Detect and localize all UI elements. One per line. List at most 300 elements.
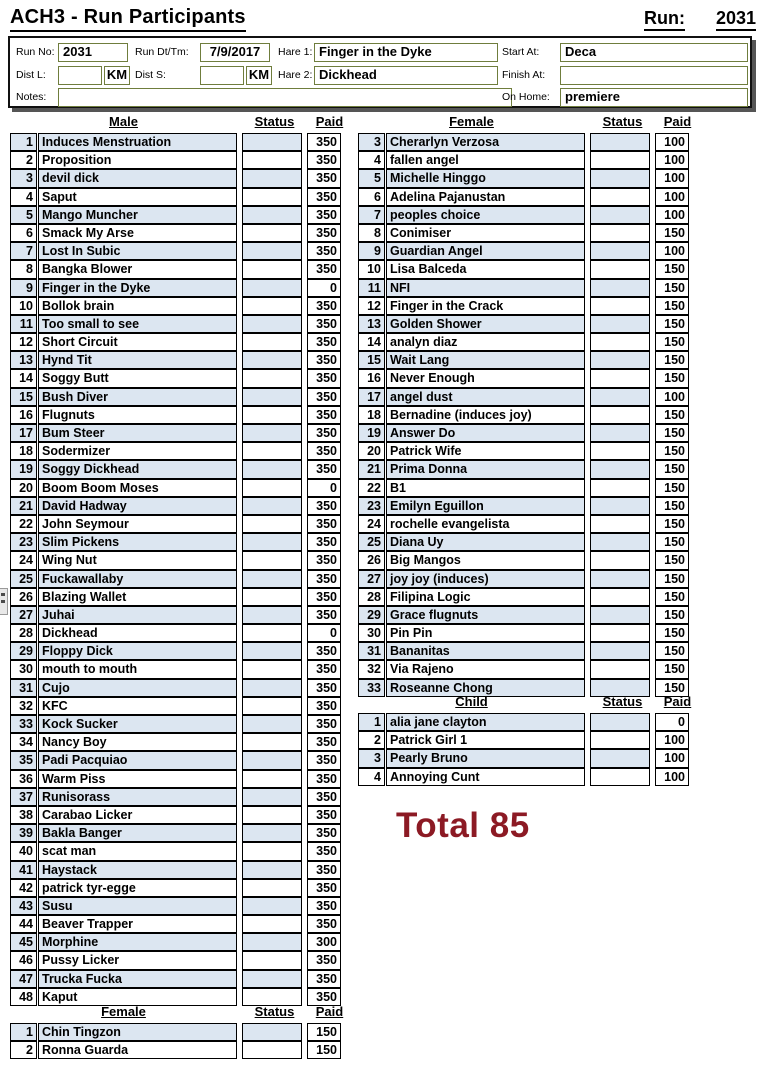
status-cell[interactable] [590,497,650,515]
row-number-cell[interactable]: 29 [358,606,385,624]
row-number-cell[interactable]: 31 [10,679,37,697]
row-number-cell[interactable]: 2 [10,151,37,169]
participant-name-cell[interactable]: John Seymour [38,515,237,533]
participant-name-cell[interactable]: Ronna Guarda [38,1041,237,1059]
participant-name-cell[interactable]: David Hadway [38,497,237,515]
status-cell[interactable] [590,642,650,660]
paid-amount-cell[interactable]: 350 [307,679,341,697]
status-cell[interactable] [242,333,302,351]
row-number-cell[interactable]: 13 [10,351,37,369]
paid-amount-cell[interactable]: 150 [655,442,689,460]
row-number-cell[interactable]: 1 [10,133,37,151]
status-cell[interactable] [242,442,302,460]
participant-name-cell[interactable]: Guardian Angel [386,242,585,260]
status-cell[interactable] [242,242,302,260]
row-number-cell[interactable]: 21 [358,460,385,478]
row-number-cell[interactable]: 48 [10,988,37,1006]
participant-name-cell[interactable]: angel dust [386,388,585,406]
paid-amount-cell[interactable]: 0 [307,279,341,297]
row-number-cell[interactable]: 8 [10,260,37,278]
paid-amount-cell[interactable]: 100 [655,242,689,260]
paid-amount-cell[interactable]: 350 [307,715,341,733]
participant-name-cell[interactable]: B1 [386,479,585,497]
start-at-field[interactable]: Deca [560,43,748,62]
paid-amount-cell[interactable]: 350 [307,915,341,933]
participant-name-cell[interactable]: Induces Menstruation [38,133,237,151]
row-number-cell[interactable]: 31 [358,642,385,660]
paid-amount-cell[interactable]: 100 [655,768,689,786]
participant-name-cell[interactable]: Bum Steer [38,424,237,442]
row-number-cell[interactable]: 13 [358,315,385,333]
paid-amount-cell[interactable]: 0 [307,479,341,497]
paid-amount-cell[interactable]: 150 [655,660,689,678]
row-number-cell[interactable]: 22 [358,479,385,497]
participant-name-cell[interactable]: joy joy (induces) [386,570,585,588]
participant-name-cell[interactable]: Warm Piss [38,770,237,788]
status-cell[interactable] [242,515,302,533]
status-cell[interactable] [590,169,650,187]
participant-name-cell[interactable]: mouth to mouth [38,660,237,678]
row-number-cell[interactable]: 5 [10,206,37,224]
row-number-cell[interactable]: 5 [358,169,385,187]
row-number-cell[interactable]: 37 [10,788,37,806]
participant-name-cell[interactable]: Boom Boom Moses [38,479,237,497]
row-number-cell[interactable]: 30 [358,624,385,642]
participant-name-cell[interactable]: Michelle Hinggo [386,169,585,187]
paid-amount-cell[interactable]: 350 [307,169,341,187]
paid-amount-cell[interactable]: 350 [307,824,341,842]
participant-name-cell[interactable]: KFC [38,697,237,715]
participant-name-cell[interactable]: Lisa Balceda [386,260,585,278]
participant-name-cell[interactable]: Adelina Pajanustan [386,188,585,206]
row-number-cell[interactable]: 11 [358,279,385,297]
participant-name-cell[interactable]: NFI [386,279,585,297]
hare1-field[interactable]: Finger in the Dyke [314,43,498,62]
row-number-cell[interactable]: 41 [10,861,37,879]
status-cell[interactable] [590,588,650,606]
paid-amount-cell[interactable]: 150 [655,588,689,606]
paid-amount-cell[interactable]: 100 [655,188,689,206]
status-cell[interactable] [242,697,302,715]
row-number-cell[interactable]: 16 [358,369,385,387]
participant-name-cell[interactable]: Conimiser [386,224,585,242]
row-number-cell[interactable]: 12 [10,333,37,351]
paid-amount-cell[interactable]: 150 [655,624,689,642]
row-number-cell[interactable]: 18 [358,406,385,424]
status-cell[interactable] [590,515,650,533]
status-cell[interactable] [242,842,302,860]
status-cell[interactable] [242,733,302,751]
status-cell[interactable] [242,642,302,660]
participant-name-cell[interactable]: Finger in the Crack [386,297,585,315]
participant-name-cell[interactable]: Carabao Licker [38,806,237,824]
participant-name-cell[interactable]: Finger in the Dyke [38,279,237,297]
paid-amount-cell[interactable]: 350 [307,879,341,897]
paid-amount-cell[interactable]: 350 [307,842,341,860]
row-number-cell[interactable]: 33 [10,715,37,733]
status-cell[interactable] [242,351,302,369]
participant-name-cell[interactable]: Bakla Banger [38,824,237,842]
paid-amount-cell[interactable]: 350 [307,442,341,460]
participant-name-cell[interactable]: Bananitas [386,642,585,660]
row-number-cell[interactable]: 15 [358,351,385,369]
row-number-cell[interactable]: 8 [358,224,385,242]
notes-field[interactable] [58,88,512,107]
status-cell[interactable] [242,497,302,515]
participant-name-cell[interactable]: Smack My Arse [38,224,237,242]
participant-name-cell[interactable]: Emilyn Eguillon [386,497,585,515]
participant-name-cell[interactable]: Patrick Wife [386,442,585,460]
row-number-cell[interactable]: 17 [10,424,37,442]
paid-amount-cell[interactable]: 350 [307,497,341,515]
status-cell[interactable] [242,460,302,478]
paid-amount-cell[interactable]: 150 [655,279,689,297]
paid-amount-cell[interactable]: 300 [307,933,341,951]
row-number-cell[interactable]: 22 [10,515,37,533]
status-cell[interactable] [590,424,650,442]
row-number-cell[interactable]: 36 [10,770,37,788]
status-cell[interactable] [590,224,650,242]
paid-amount-cell[interactable]: 350 [307,224,341,242]
paid-amount-cell[interactable]: 100 [655,749,689,767]
row-number-cell[interactable]: 14 [358,333,385,351]
paid-amount-cell[interactable]: 150 [655,497,689,515]
status-cell[interactable] [590,260,650,278]
participant-name-cell[interactable]: patrick tyr-egge [38,879,237,897]
row-number-cell[interactable]: 2 [358,731,385,749]
participant-name-cell[interactable]: Floppy Dick [38,642,237,660]
status-cell[interactable] [590,533,650,551]
paid-amount-cell[interactable]: 100 [655,388,689,406]
participant-name-cell[interactable]: Saput [38,188,237,206]
paid-amount-cell[interactable]: 350 [307,133,341,151]
paid-amount-cell[interactable]: 350 [307,642,341,660]
status-cell[interactable] [242,624,302,642]
participant-name-cell[interactable]: Flugnuts [38,406,237,424]
paid-amount-cell[interactable]: 150 [307,1023,341,1041]
paid-amount-cell[interactable]: 350 [307,406,341,424]
paid-amount-cell[interactable]: 0 [307,624,341,642]
row-number-cell[interactable]: 4 [10,188,37,206]
status-cell[interactable] [242,169,302,187]
participant-name-cell[interactable]: Haystack [38,861,237,879]
participant-name-cell[interactable]: Nancy Boy [38,733,237,751]
status-cell[interactable] [590,279,650,297]
paid-amount-cell[interactable]: 350 [307,660,341,678]
participant-name-cell[interactable]: Beaver Trapper [38,915,237,933]
status-cell[interactable] [242,970,302,988]
row-number-cell[interactable]: 4 [358,151,385,169]
row-number-cell[interactable]: 17 [358,388,385,406]
finish-at-field[interactable] [560,66,748,85]
paid-amount-cell[interactable]: 150 [655,515,689,533]
participant-name-cell[interactable]: Bollok brain [38,297,237,315]
hare2-field[interactable]: Dickhead [314,66,498,85]
paid-amount-cell[interactable]: 350 [307,897,341,915]
participant-name-cell[interactable]: Sodermizer [38,442,237,460]
participant-name-cell[interactable]: Trucka Fucka [38,970,237,988]
row-number-cell[interactable]: 44 [10,915,37,933]
status-cell[interactable] [590,315,650,333]
row-number-cell[interactable]: 29 [10,642,37,660]
row-number-cell[interactable]: 47 [10,970,37,988]
row-number-cell[interactable]: 14 [10,369,37,387]
row-number-cell[interactable]: 26 [10,588,37,606]
participant-name-cell[interactable]: Susu [38,897,237,915]
row-number-cell[interactable]: 7 [358,206,385,224]
paid-amount-cell[interactable]: 150 [655,315,689,333]
dist-l-field[interactable] [58,66,102,85]
status-cell[interactable] [242,824,302,842]
status-cell[interactable] [242,806,302,824]
paid-amount-cell[interactable]: 150 [655,224,689,242]
run-dt-field[interactable]: 7/9/2017 [200,43,270,62]
row-number-cell[interactable]: 30 [10,660,37,678]
paid-amount-cell[interactable]: 350 [307,733,341,751]
status-cell[interactable] [242,388,302,406]
row-number-cell[interactable]: 6 [10,224,37,242]
paid-amount-cell[interactable]: 150 [655,424,689,442]
participant-name-cell[interactable]: Hynd Tit [38,351,237,369]
participant-name-cell[interactable]: Cujo [38,679,237,697]
row-number-cell[interactable]: 9 [10,279,37,297]
participant-name-cell[interactable]: Roseanne Chong [386,679,585,697]
status-cell[interactable] [590,479,650,497]
paid-amount-cell[interactable]: 350 [307,697,341,715]
status-cell[interactable] [242,260,302,278]
participant-name-cell[interactable]: Blazing Wallet [38,588,237,606]
row-number-cell[interactable]: 1 [358,713,385,731]
status-cell[interactable] [590,660,650,678]
row-number-cell[interactable]: 1 [10,1023,37,1041]
row-number-cell[interactable]: 6 [358,188,385,206]
status-cell[interactable] [590,606,650,624]
status-cell[interactable] [590,369,650,387]
paid-amount-cell[interactable]: 350 [307,424,341,442]
paid-amount-cell[interactable]: 150 [655,460,689,478]
paid-amount-cell[interactable]: 150 [655,533,689,551]
row-number-cell[interactable]: 40 [10,842,37,860]
status-cell[interactable] [242,206,302,224]
status-cell[interactable] [590,242,650,260]
participant-name-cell[interactable]: Soggy Dickhead [38,460,237,478]
participant-name-cell[interactable]: Bangka Blower [38,260,237,278]
paid-amount-cell[interactable]: 350 [307,806,341,824]
status-cell[interactable] [242,551,302,569]
paid-amount-cell[interactable]: 350 [307,515,341,533]
status-cell[interactable] [242,951,302,969]
status-cell[interactable] [242,679,302,697]
participant-name-cell[interactable]: Wait Lang [386,351,585,369]
row-number-cell[interactable]: 39 [10,824,37,842]
status-cell[interactable] [242,188,302,206]
status-cell[interactable] [242,479,302,497]
paid-amount-cell[interactable]: 100 [655,169,689,187]
row-number-cell[interactable]: 19 [358,424,385,442]
participant-name-cell[interactable]: Mango Muncher [38,206,237,224]
status-cell[interactable] [590,406,650,424]
paid-amount-cell[interactable]: 350 [307,460,341,478]
row-number-cell[interactable]: 43 [10,897,37,915]
participant-name-cell[interactable]: Kaput [38,988,237,1006]
paid-amount-cell[interactable]: 350 [307,570,341,588]
row-number-cell[interactable]: 11 [10,315,37,333]
status-cell[interactable] [590,351,650,369]
participant-name-cell[interactable]: analyn diaz [386,333,585,351]
status-cell[interactable] [590,460,650,478]
row-number-cell[interactable]: 2 [10,1041,37,1059]
row-number-cell[interactable]: 19 [10,460,37,478]
paid-amount-cell[interactable]: 350 [307,606,341,624]
run-no-field[interactable]: 2031 [58,43,128,62]
paid-amount-cell[interactable]: 350 [307,588,341,606]
paid-amount-cell[interactable]: 350 [307,188,341,206]
status-cell[interactable] [242,715,302,733]
participant-name-cell[interactable]: devil dick [38,169,237,187]
participant-name-cell[interactable]: Pearly Bruno [386,749,585,767]
paid-amount-cell[interactable]: 350 [307,297,341,315]
status-cell[interactable] [590,731,650,749]
status-cell[interactable] [242,297,302,315]
paid-amount-cell[interactable]: 150 [307,1041,341,1059]
participant-name-cell[interactable]: Bush Diver [38,388,237,406]
status-cell[interactable] [590,551,650,569]
participant-name-cell[interactable]: Soggy Butt [38,369,237,387]
participant-name-cell[interactable]: Wing Nut [38,551,237,569]
paid-amount-cell[interactable]: 150 [655,297,689,315]
paid-amount-cell[interactable]: 350 [307,315,341,333]
participant-name-cell[interactable]: Runisorass [38,788,237,806]
row-number-cell[interactable]: 3 [358,133,385,151]
row-number-cell[interactable]: 38 [10,806,37,824]
status-cell[interactable] [590,624,650,642]
status-cell[interactable] [242,533,302,551]
row-number-cell[interactable]: 18 [10,442,37,460]
paid-amount-cell[interactable]: 350 [307,351,341,369]
paid-amount-cell[interactable]: 350 [307,788,341,806]
paid-amount-cell[interactable]: 150 [655,479,689,497]
row-number-cell[interactable]: 21 [10,497,37,515]
row-number-cell[interactable]: 27 [358,570,385,588]
participant-name-cell[interactable]: Slim Pickens [38,533,237,551]
row-number-cell[interactable]: 42 [10,879,37,897]
row-number-cell[interactable]: 12 [358,297,385,315]
status-cell[interactable] [242,1041,302,1059]
status-cell[interactable] [242,879,302,897]
participant-name-cell[interactable]: Kock Sucker [38,715,237,733]
participant-name-cell[interactable]: Padi Pacquiao [38,751,237,769]
status-cell[interactable] [242,861,302,879]
status-cell[interactable] [242,315,302,333]
status-cell[interactable] [242,369,302,387]
paid-amount-cell[interactable]: 150 [655,369,689,387]
participant-name-cell[interactable]: Patrick Girl 1 [386,731,585,749]
paid-amount-cell[interactable]: 350 [307,770,341,788]
paid-amount-cell[interactable]: 100 [655,151,689,169]
paid-amount-cell[interactable]: 100 [655,731,689,749]
row-number-cell[interactable]: 28 [358,588,385,606]
paid-amount-cell[interactable]: 350 [307,260,341,278]
participant-name-cell[interactable]: Via Rajeno [386,660,585,678]
status-cell[interactable] [242,606,302,624]
row-number-cell[interactable]: 35 [10,751,37,769]
paid-amount-cell[interactable]: 350 [307,551,341,569]
status-cell[interactable] [242,751,302,769]
status-cell[interactable] [590,333,650,351]
row-number-cell[interactable]: 28 [10,624,37,642]
status-cell[interactable] [590,151,650,169]
participant-name-cell[interactable]: Morphine [38,933,237,951]
row-number-cell[interactable]: 24 [358,515,385,533]
participant-name-cell[interactable]: Answer Do [386,424,585,442]
paid-amount-cell[interactable]: 350 [307,242,341,260]
row-number-cell[interactable]: 33 [358,679,385,697]
participant-name-cell[interactable]: Diana Uy [386,533,585,551]
row-number-cell[interactable]: 15 [10,388,37,406]
paid-amount-cell[interactable]: 150 [655,679,689,697]
status-cell[interactable] [242,424,302,442]
row-number-cell[interactable]: 25 [358,533,385,551]
row-number-cell[interactable]: 16 [10,406,37,424]
row-number-cell[interactable]: 45 [10,933,37,951]
status-cell[interactable] [242,279,302,297]
participant-name-cell[interactable]: Big Mangos [386,551,585,569]
status-cell[interactable] [590,570,650,588]
row-number-cell[interactable]: 25 [10,570,37,588]
participant-name-cell[interactable]: Chin Tingzon [38,1023,237,1041]
paid-amount-cell[interactable]: 350 [307,751,341,769]
paid-amount-cell[interactable]: 0 [655,713,689,731]
row-number-cell[interactable]: 23 [358,497,385,515]
status-cell[interactable] [242,588,302,606]
status-cell[interactable] [242,788,302,806]
row-number-cell[interactable]: 34 [10,733,37,751]
status-cell[interactable] [590,442,650,460]
status-cell[interactable] [590,133,650,151]
paid-amount-cell[interactable]: 350 [307,388,341,406]
row-number-cell[interactable]: 4 [358,768,385,786]
row-number-cell[interactable]: 24 [10,551,37,569]
paid-amount-cell[interactable]: 350 [307,970,341,988]
status-cell[interactable] [242,897,302,915]
participant-name-cell[interactable]: Grace flugnuts [386,606,585,624]
status-cell[interactable] [590,388,650,406]
row-number-cell[interactable]: 27 [10,606,37,624]
paid-amount-cell[interactable]: 350 [307,988,341,1006]
row-number-cell[interactable]: 7 [10,242,37,260]
participant-name-cell[interactable]: Cherarlyn Verzosa [386,133,585,151]
row-number-cell[interactable]: 23 [10,533,37,551]
paid-amount-cell[interactable]: 150 [655,333,689,351]
paid-amount-cell[interactable]: 150 [655,406,689,424]
paid-amount-cell[interactable]: 150 [655,551,689,569]
status-cell[interactable] [242,151,302,169]
participant-name-cell[interactable]: Short Circuit [38,333,237,351]
dist-s-field[interactable] [200,66,244,85]
status-cell[interactable] [242,224,302,242]
participant-name-cell[interactable]: rochelle evangelista [386,515,585,533]
participant-name-cell[interactable]: Never Enough [386,369,585,387]
row-number-cell[interactable]: 9 [358,242,385,260]
status-cell[interactable] [590,188,650,206]
paid-amount-cell[interactable]: 350 [307,206,341,224]
participant-name-cell[interactable]: Dickhead [38,624,237,642]
participant-name-cell[interactable]: Golden Shower [386,315,585,333]
participant-name-cell[interactable]: Proposition [38,151,237,169]
paid-amount-cell[interactable]: 350 [307,151,341,169]
paid-amount-cell[interactable]: 350 [307,951,341,969]
status-cell[interactable] [590,297,650,315]
